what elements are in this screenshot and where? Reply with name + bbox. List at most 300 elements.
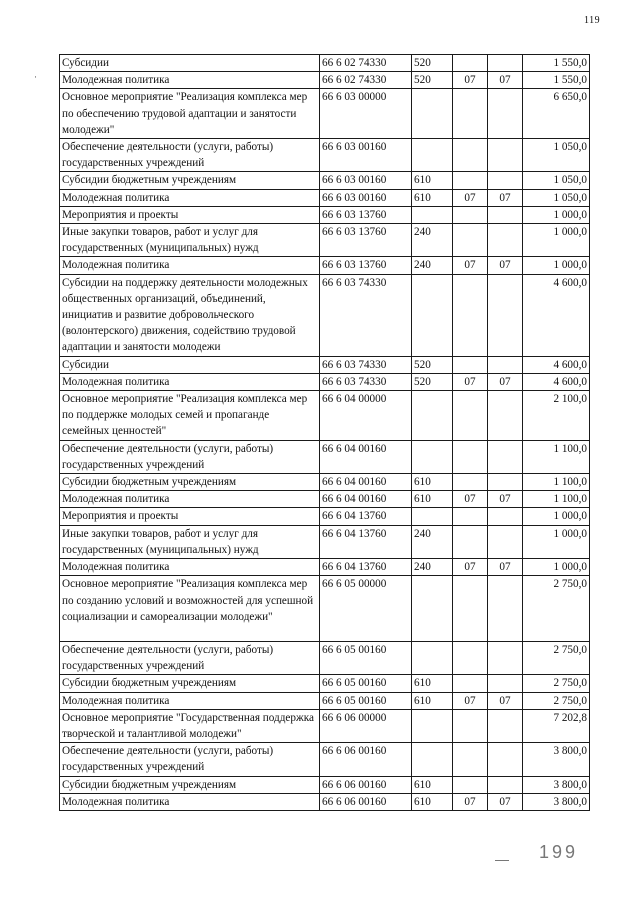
row-name-cell bbox=[60, 641, 320, 674]
row-expense-type-cell bbox=[412, 508, 453, 525]
row-name-text: Молодежная политика bbox=[62, 375, 170, 388]
row-code-cell bbox=[320, 559, 412, 576]
row-code-text: 66 6 03 13760 bbox=[322, 259, 387, 272]
row-code-cell bbox=[320, 257, 412, 274]
row-expense-type-cell bbox=[412, 641, 453, 674]
row-section-cell bbox=[453, 440, 488, 473]
row-expense-type-text: 610 bbox=[414, 795, 431, 808]
row-code-text: 66 6 06 00160 bbox=[322, 795, 387, 808]
row-amount-cell bbox=[523, 440, 590, 473]
row-amount-cell bbox=[523, 641, 590, 674]
row-amount-text: 1 550,0 bbox=[553, 57, 587, 69]
row-code-text: 66 6 03 00160 bbox=[322, 141, 387, 154]
row-amount-text: 2 750,0 bbox=[553, 643, 587, 656]
row-code-text: 66 6 03 74330 bbox=[322, 358, 387, 371]
row-expense-type-cell bbox=[412, 692, 453, 709]
row-expense-type-cell bbox=[412, 139, 453, 172]
row-name-cell bbox=[60, 356, 320, 373]
row-code-cell bbox=[320, 641, 412, 674]
row-code-cell bbox=[320, 172, 412, 189]
row-section-cell bbox=[453, 89, 488, 139]
table-row bbox=[60, 525, 590, 558]
row-subsection-cell bbox=[488, 55, 523, 72]
row-amount-text: 1 100,0 bbox=[553, 442, 587, 455]
row-section-text: 07 bbox=[464, 694, 476, 707]
row-section-cell bbox=[453, 675, 488, 692]
row-section-cell bbox=[453, 641, 488, 674]
row-subsection-cell bbox=[488, 172, 523, 189]
row-code-cell bbox=[320, 274, 412, 356]
row-expense-type-cell bbox=[412, 391, 453, 441]
row-section-cell bbox=[453, 491, 488, 508]
row-amount-text: 1 050,0 bbox=[553, 191, 587, 204]
row-expense-type-text: 610 bbox=[414, 694, 431, 707]
row-amount-text: 1 550,0 bbox=[553, 74, 587, 87]
row-amount-text: 1 000,0 bbox=[553, 226, 587, 239]
row-code-cell bbox=[320, 709, 412, 742]
row-code-text: 66 6 02 74330 bbox=[322, 74, 387, 87]
table-row bbox=[60, 274, 590, 356]
row-subsection-cell bbox=[488, 139, 523, 172]
row-name-cell bbox=[60, 675, 320, 692]
row-amount-cell bbox=[523, 525, 590, 558]
table-row bbox=[60, 675, 590, 692]
row-code-cell bbox=[320, 391, 412, 441]
table-row bbox=[60, 257, 590, 274]
row-amount-cell bbox=[523, 559, 590, 576]
row-section-cell bbox=[453, 525, 488, 558]
row-section-cell bbox=[453, 743, 488, 776]
row-name-text: Молодежная политика bbox=[62, 795, 170, 808]
row-name-text: Молодежная политика bbox=[62, 694, 170, 707]
table-row bbox=[60, 72, 590, 89]
table-row bbox=[60, 692, 590, 709]
row-expense-type-text: 610 bbox=[414, 493, 431, 506]
row-code-text: 66 6 04 13760 bbox=[322, 527, 387, 540]
row-name-cell bbox=[60, 55, 320, 72]
row-amount-cell bbox=[523, 356, 590, 373]
row-subsection-text: 07 bbox=[499, 375, 511, 388]
row-expense-type-text: 520 bbox=[414, 74, 431, 87]
table-row bbox=[60, 576, 590, 642]
row-expense-type-text: 520 bbox=[414, 358, 431, 371]
row-name-text: Основное мероприятие "Реализация комплекса мер по обеспечению трудовой адаптации и занятости молодежи" bbox=[62, 91, 308, 136]
row-expense-type-cell bbox=[412, 257, 453, 274]
row-name-text: Основное мероприятие "Реализация комплекса мер по поддержке молодых семей и пропаганде семейных ценностей" bbox=[62, 393, 308, 438]
row-amount-text: 1 000,0 bbox=[553, 561, 587, 574]
row-expense-type-cell bbox=[412, 206, 453, 223]
table-row bbox=[60, 743, 590, 776]
row-name-text: Основное мероприятие "Реализация комплекса мер по созданию условий и возможностей для успешной социализации и самореализации молодежи" bbox=[62, 578, 314, 623]
row-subsection-cell bbox=[488, 491, 523, 508]
row-code-text: 66 6 04 13760 bbox=[322, 510, 387, 523]
row-section-cell bbox=[453, 776, 488, 793]
row-name-text: Иные закупки товаров, работ и услуг для государственных (муниципальных) нужд bbox=[62, 527, 259, 556]
row-code-text: 66 6 06 00000 bbox=[322, 711, 387, 724]
row-code-text: 66 6 05 00160 bbox=[322, 694, 387, 707]
row-name-text: Иные закупки товаров, работ и услуг для государственных (муниципальных) нужд bbox=[62, 226, 259, 255]
row-amount-text: 1 000,0 bbox=[553, 510, 587, 523]
table-row bbox=[60, 508, 590, 525]
row-name-cell bbox=[60, 440, 320, 473]
row-expense-type-text: 610 bbox=[414, 476, 431, 489]
row-section-text: 07 bbox=[464, 74, 476, 87]
row-subsection-cell bbox=[488, 576, 523, 642]
row-section-text: 07 bbox=[464, 375, 476, 388]
row-amount-cell bbox=[523, 508, 590, 525]
row-expense-type-cell bbox=[412, 356, 453, 373]
row-name-text: Молодежная политика bbox=[62, 259, 170, 272]
row-subsection-cell bbox=[488, 675, 523, 692]
row-amount-text: 1 050,0 bbox=[553, 141, 587, 154]
row-section-cell bbox=[453, 709, 488, 742]
row-expense-type-cell bbox=[412, 743, 453, 776]
row-code-text: 66 6 05 00160 bbox=[322, 677, 387, 690]
row-subsection-text: 07 bbox=[499, 694, 511, 707]
row-name-text: Субсидии bbox=[62, 358, 109, 371]
row-name-text: Молодежная политика bbox=[62, 561, 170, 574]
row-expense-type-text: 610 bbox=[414, 778, 431, 791]
row-amount-text: 1 000,0 bbox=[553, 527, 587, 540]
row-section-cell bbox=[453, 373, 488, 390]
row-section-cell bbox=[453, 508, 488, 525]
row-section-text: 07 bbox=[464, 795, 476, 808]
row-name-text: Обеспечение деятельности (услуги, работы) государственных учреждений bbox=[62, 745, 274, 774]
row-code-cell bbox=[320, 743, 412, 776]
row-name-cell bbox=[60, 576, 320, 642]
table-row bbox=[60, 172, 590, 189]
row-amount-text: 2 750,0 bbox=[553, 694, 587, 707]
row-code-cell bbox=[320, 356, 412, 373]
row-code-cell bbox=[320, 373, 412, 390]
row-section-cell bbox=[453, 576, 488, 642]
row-amount-cell bbox=[523, 743, 590, 776]
stamp-number: 199 bbox=[539, 842, 579, 862]
row-name-cell bbox=[60, 391, 320, 441]
row-amount-cell bbox=[523, 391, 590, 441]
row-amount-text: 1 100,0 bbox=[553, 476, 587, 489]
row-amount-text: 6 650,0 bbox=[553, 91, 587, 104]
row-expense-type-cell bbox=[412, 776, 453, 793]
table-row bbox=[60, 559, 590, 576]
row-amount-cell bbox=[523, 72, 590, 89]
row-subsection-cell bbox=[488, 641, 523, 674]
row-amount-text: 4 600,0 bbox=[553, 276, 587, 289]
table-row bbox=[60, 641, 590, 674]
row-name-text: Основное мероприятие "Государственная поддержка творческой и талантливой молодежи" bbox=[62, 711, 314, 740]
row-amount-text: 1 000,0 bbox=[553, 208, 587, 221]
row-section-cell bbox=[453, 257, 488, 274]
row-code-cell bbox=[320, 139, 412, 172]
row-subsection-cell bbox=[488, 391, 523, 441]
table-row bbox=[60, 776, 590, 793]
stamp-dash bbox=[495, 860, 509, 861]
row-expense-type-cell bbox=[412, 89, 453, 139]
row-code-text: 66 6 03 13760 bbox=[322, 226, 387, 239]
row-code-text: 66 6 04 00160 bbox=[322, 442, 387, 455]
row-code-cell bbox=[320, 692, 412, 709]
row-name-cell bbox=[60, 189, 320, 206]
row-amount-cell bbox=[523, 793, 590, 810]
row-amount-text: 3 800,0 bbox=[553, 745, 587, 758]
row-amount-cell bbox=[523, 491, 590, 508]
budget-table bbox=[59, 54, 590, 811]
row-code-cell bbox=[320, 776, 412, 793]
row-expense-type-cell bbox=[412, 172, 453, 189]
row-name-cell bbox=[60, 72, 320, 89]
row-name-text: Субсидии бюджетным учреждениям bbox=[62, 778, 237, 791]
row-amount-cell bbox=[523, 576, 590, 642]
table-row bbox=[60, 356, 590, 373]
row-expense-type-cell bbox=[412, 440, 453, 473]
row-expense-type-text: 240 bbox=[414, 527, 431, 540]
row-amount-text: 2 750,0 bbox=[553, 578, 587, 591]
row-subsection-cell bbox=[488, 525, 523, 558]
row-expense-type-cell bbox=[412, 224, 453, 257]
row-code-text: 66 6 04 13760 bbox=[322, 561, 387, 574]
row-code-cell bbox=[320, 224, 412, 257]
row-expense-type-text: 610 bbox=[414, 191, 431, 204]
row-name-cell bbox=[60, 491, 320, 508]
row-name-text: Мероприятия и проекты bbox=[62, 510, 179, 523]
row-code-cell bbox=[320, 89, 412, 139]
row-subsection-cell bbox=[488, 440, 523, 473]
row-amount-text: 4 600,0 bbox=[553, 358, 587, 371]
row-name-text: Молодежная политика bbox=[62, 74, 170, 87]
row-subsection-cell bbox=[488, 559, 523, 576]
row-amount-cell bbox=[523, 709, 590, 742]
row-name-cell bbox=[60, 172, 320, 189]
table-row bbox=[60, 189, 590, 206]
row-expense-type-text: 520 bbox=[414, 375, 431, 388]
row-subsection-cell bbox=[488, 189, 523, 206]
row-name-cell bbox=[60, 709, 320, 742]
row-expense-type-text: 520 bbox=[414, 57, 431, 69]
row-amount-cell bbox=[523, 257, 590, 274]
row-subsection-cell bbox=[488, 692, 523, 709]
row-name-cell bbox=[60, 274, 320, 356]
row-subsection-cell bbox=[488, 72, 523, 89]
row-expense-type-cell bbox=[412, 274, 453, 356]
row-code-cell bbox=[320, 474, 412, 491]
row-code-text: 66 6 05 00160 bbox=[322, 643, 387, 656]
table-row bbox=[60, 55, 590, 72]
row-name-cell bbox=[60, 224, 320, 257]
row-amount-cell bbox=[523, 274, 590, 356]
row-code-cell bbox=[320, 525, 412, 558]
row-expense-type-cell bbox=[412, 559, 453, 576]
row-amount-cell bbox=[523, 373, 590, 390]
row-name-cell bbox=[60, 139, 320, 172]
row-name-cell bbox=[60, 373, 320, 390]
row-section-cell bbox=[453, 474, 488, 491]
row-section-cell bbox=[453, 206, 488, 223]
row-section-text: 07 bbox=[464, 561, 476, 574]
row-name-text: Субсидии бюджетным учреждениям bbox=[62, 476, 237, 489]
row-section-text: 07 bbox=[464, 259, 476, 272]
table-row bbox=[60, 709, 590, 742]
row-section-text: 07 bbox=[464, 493, 476, 506]
table-row bbox=[60, 793, 590, 810]
row-subsection-cell bbox=[488, 356, 523, 373]
row-expense-type-cell bbox=[412, 72, 453, 89]
margin-mark: · bbox=[34, 72, 37, 82]
row-subsection-text: 07 bbox=[499, 74, 511, 87]
row-expense-type-cell bbox=[412, 525, 453, 558]
row-code-cell bbox=[320, 206, 412, 223]
row-section-cell bbox=[453, 391, 488, 441]
row-code-text: 66 6 06 00160 bbox=[322, 778, 387, 791]
row-amount-text: 1 050,0 bbox=[553, 174, 587, 187]
row-name-text: Молодежная политика bbox=[62, 191, 170, 204]
row-subsection-cell bbox=[488, 89, 523, 139]
row-expense-type-cell bbox=[412, 709, 453, 742]
table-row bbox=[60, 373, 590, 390]
row-code-cell bbox=[320, 491, 412, 508]
row-amount-cell bbox=[523, 776, 590, 793]
row-name-cell bbox=[60, 257, 320, 274]
row-name-text: Субсидии bbox=[62, 57, 109, 69]
table-row bbox=[60, 139, 590, 172]
row-subsection-cell bbox=[488, 776, 523, 793]
row-name-cell bbox=[60, 692, 320, 709]
row-code-cell bbox=[320, 189, 412, 206]
row-amount-text: 2 750,0 bbox=[553, 677, 587, 690]
row-amount-cell bbox=[523, 474, 590, 491]
row-name-cell bbox=[60, 525, 320, 558]
row-name-cell bbox=[60, 508, 320, 525]
row-code-cell bbox=[320, 508, 412, 525]
row-amount-text: 3 800,0 bbox=[553, 778, 587, 791]
row-expense-type-cell bbox=[412, 373, 453, 390]
row-code-cell bbox=[320, 440, 412, 473]
row-subsection-cell bbox=[488, 743, 523, 776]
row-expense-type-cell bbox=[412, 491, 453, 508]
table-row bbox=[60, 224, 590, 257]
row-name-text: Обеспечение деятельности (услуги, работы) государственных учреждений bbox=[62, 643, 274, 673]
row-code-text: 66 6 03 00160 bbox=[322, 191, 387, 204]
row-name-text: Молодежная политика bbox=[62, 493, 170, 506]
row-section-cell bbox=[453, 793, 488, 810]
table-row bbox=[60, 474, 590, 491]
row-expense-type-cell bbox=[412, 793, 453, 810]
row-amount-cell bbox=[523, 224, 590, 257]
row-amount-text: 7 202,8 bbox=[553, 711, 587, 724]
row-amount-cell bbox=[523, 189, 590, 206]
row-amount-cell bbox=[523, 55, 590, 72]
row-name-cell bbox=[60, 89, 320, 139]
row-expense-type-cell bbox=[412, 189, 453, 206]
row-code-text: 66 6 03 00000 bbox=[322, 91, 387, 104]
row-name-text: Субсидии на поддержку деятельности молодежных общественных организаций, объединений, инициатив и развитие добровольческого (волонтерского) движения, содействию трудовой адаптации и занятости молодежи bbox=[62, 276, 308, 354]
row-expense-type-text: 610 bbox=[414, 677, 431, 690]
row-code-text: 66 6 03 74330 bbox=[322, 375, 387, 388]
handwritten-page-stamp bbox=[495, 840, 585, 870]
row-expense-type-text: 240 bbox=[414, 226, 431, 239]
row-code-text: 66 6 06 00160 bbox=[322, 745, 387, 758]
row-code-text: 66 6 03 13760 bbox=[322, 208, 387, 221]
row-expense-type-text: 240 bbox=[414, 259, 431, 272]
row-code-text: 66 6 03 00160 bbox=[322, 174, 387, 187]
page-number: 119 bbox=[584, 15, 601, 26]
row-amount-cell bbox=[523, 206, 590, 223]
table-row bbox=[60, 391, 590, 441]
row-subsection-cell bbox=[488, 373, 523, 390]
row-code-text: 66 6 05 00000 bbox=[322, 578, 387, 591]
row-name-text: Субсидии бюджетным учреждениям bbox=[62, 677, 237, 690]
row-subsection-cell bbox=[488, 274, 523, 356]
row-amount-text: 2 100,0 bbox=[553, 393, 587, 406]
row-section-cell bbox=[453, 189, 488, 206]
row-section-cell bbox=[453, 692, 488, 709]
row-code-cell bbox=[320, 793, 412, 810]
row-subsection-cell bbox=[488, 224, 523, 257]
row-name-text: Субсидии бюджетным учреждениям bbox=[62, 174, 237, 187]
row-amount-cell bbox=[523, 139, 590, 172]
row-amount-text: 3 800,0 bbox=[553, 795, 587, 808]
row-name-cell bbox=[60, 206, 320, 223]
row-subsection-text: 07 bbox=[499, 259, 511, 272]
table-row bbox=[60, 440, 590, 473]
row-section-cell bbox=[453, 172, 488, 189]
row-subsection-cell bbox=[488, 474, 523, 491]
row-code-cell bbox=[320, 675, 412, 692]
blank-line-spacer bbox=[62, 625, 317, 641]
row-section-cell bbox=[453, 55, 488, 72]
row-expense-type-cell bbox=[412, 576, 453, 642]
row-amount-text: 1 100,0 bbox=[553, 493, 587, 506]
row-amount-cell bbox=[523, 172, 590, 189]
table-row bbox=[60, 206, 590, 223]
row-subsection-text: 07 bbox=[499, 795, 511, 808]
table-row bbox=[60, 491, 590, 508]
row-name-cell bbox=[60, 559, 320, 576]
row-section-cell bbox=[453, 139, 488, 172]
row-name-cell bbox=[60, 776, 320, 793]
row-amount-cell bbox=[523, 692, 590, 709]
row-subsection-cell bbox=[488, 508, 523, 525]
row-amount-cell bbox=[523, 89, 590, 139]
row-section-cell bbox=[453, 72, 488, 89]
budget-table-body bbox=[60, 55, 590, 811]
row-code-text: 66 6 04 00160 bbox=[322, 493, 387, 506]
row-code-text: 66 6 03 74330 bbox=[322, 276, 387, 289]
row-section-cell bbox=[453, 356, 488, 373]
row-expense-type-cell bbox=[412, 675, 453, 692]
row-name-text: Обеспечение деятельности (услуги, работы) государственных учреждений bbox=[62, 141, 274, 170]
row-expense-type-cell bbox=[412, 474, 453, 491]
row-code-cell bbox=[320, 55, 412, 72]
row-section-cell bbox=[453, 274, 488, 356]
row-code-text: 66 6 02 74330 bbox=[322, 57, 387, 69]
row-section-cell bbox=[453, 559, 488, 576]
row-code-cell bbox=[320, 72, 412, 89]
row-expense-type-text: 610 bbox=[414, 174, 431, 187]
row-code-text: 66 6 04 00000 bbox=[322, 393, 387, 406]
row-amount-text: 1 000,0 bbox=[553, 259, 587, 272]
row-code-text: 66 6 04 00160 bbox=[322, 476, 387, 489]
row-subsection-text: 07 bbox=[499, 561, 511, 574]
row-subsection-cell bbox=[488, 206, 523, 223]
row-subsection-text: 07 bbox=[499, 191, 511, 204]
row-name-text: Обеспечение деятельности (услуги, работы) государственных учреждений bbox=[62, 442, 274, 471]
row-subsection-cell bbox=[488, 709, 523, 742]
row-code-cell bbox=[320, 576, 412, 642]
row-section-cell bbox=[453, 224, 488, 257]
row-expense-type-cell bbox=[412, 55, 453, 72]
row-subsection-cell bbox=[488, 793, 523, 810]
row-subsection-text: 07 bbox=[499, 493, 511, 506]
